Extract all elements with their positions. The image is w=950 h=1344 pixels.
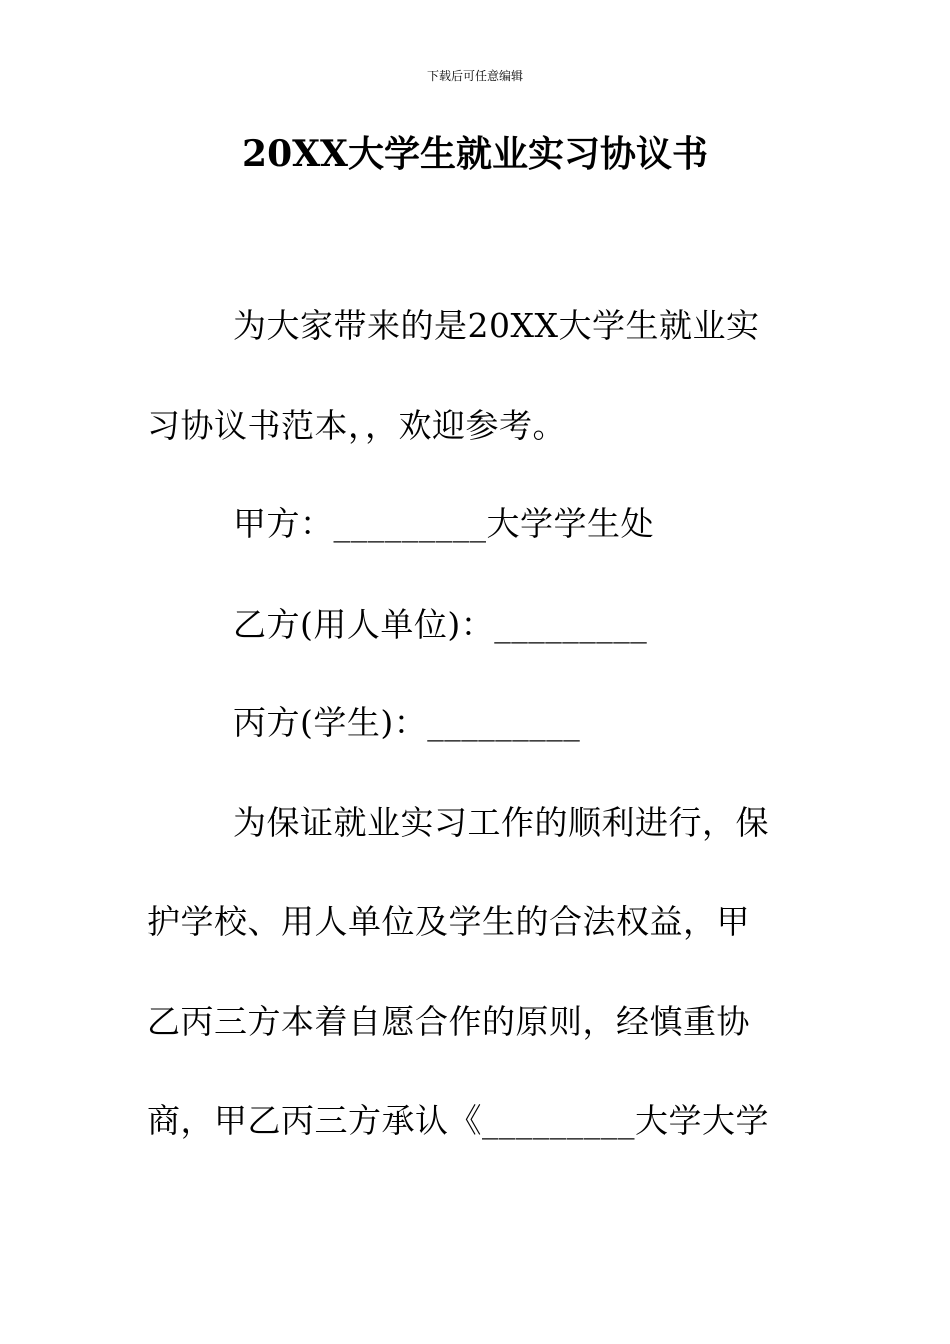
- party-c-line: 丙方(学生)：_________: [233, 703, 581, 742]
- paragraph-line: 习协议书范本，，欢迎参考。: [147, 406, 566, 445]
- paragraph-line: 为保证就业实习工作的顺利进行，保: [233, 803, 769, 842]
- paragraph-line: 商，甲乙丙三方承认《_________大学大学: [147, 1101, 769, 1140]
- paragraph-line: 为大家带来的是20XX大学生就业实: [233, 306, 760, 345]
- header-note: 下载后可任意编辑: [426, 69, 523, 83]
- paragraph-line: 乙丙三方本着自愿合作的原则，经慎重协: [147, 1002, 750, 1041]
- party-a-line: 甲方：_________大学学生处: [233, 504, 654, 543]
- paragraph-line: 护学校、用人单位及学生的合法权益，甲: [147, 902, 750, 941]
- party-b-line: 乙方(用人单位)：_________: [233, 605, 648, 644]
- document-title: 20XX大学生就业实习协议书: [242, 133, 708, 175]
